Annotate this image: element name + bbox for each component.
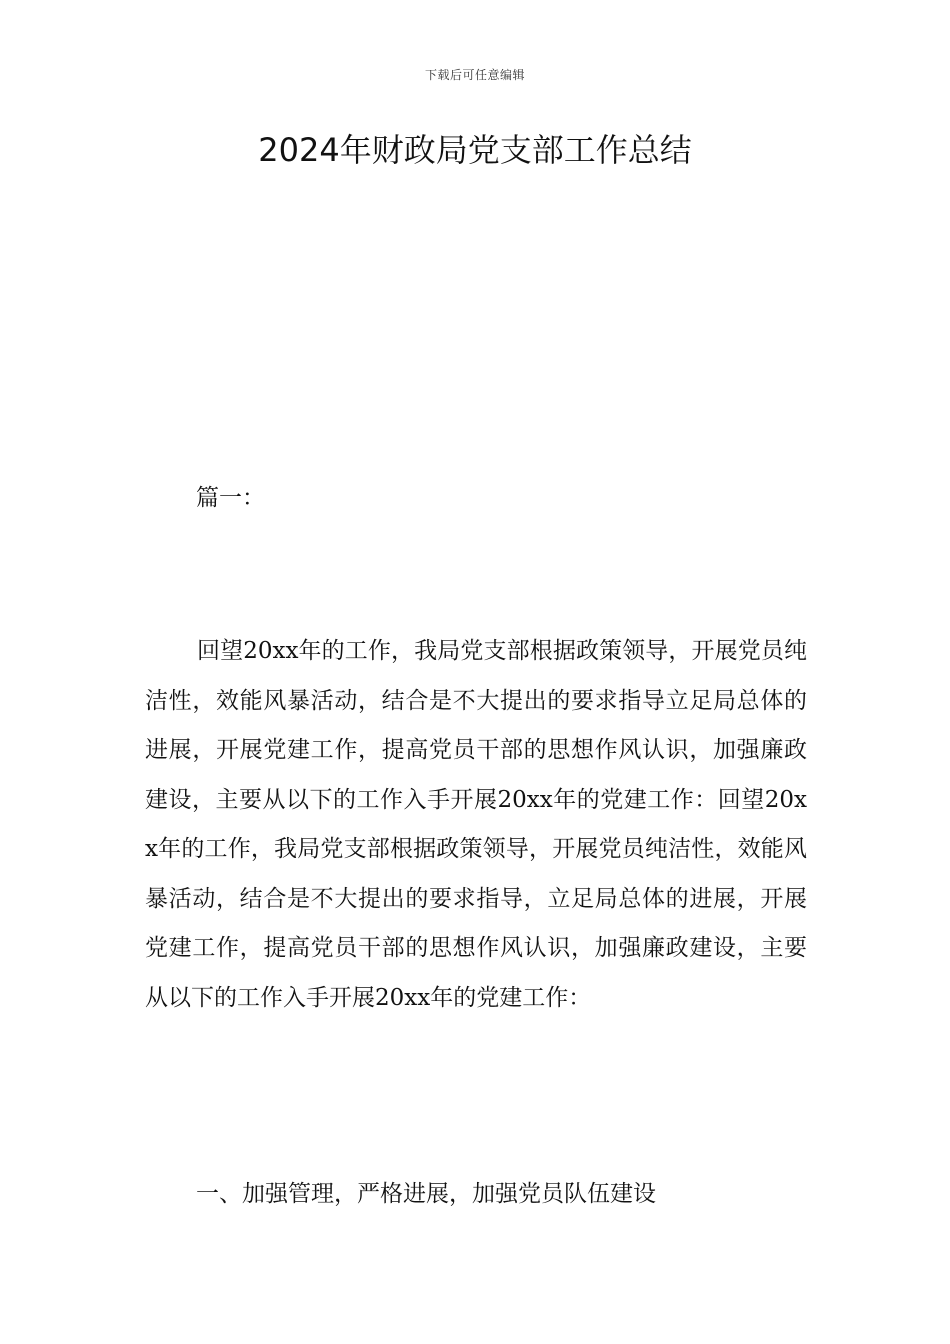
- section-subheading: 一、加强管理，严格进展，加强党员队伍建设: [196, 1181, 656, 1207]
- section-label: 篇一：: [196, 485, 265, 511]
- header-note: 下载后可任意编辑: [424, 68, 525, 82]
- body-paragraph: 回望20xx年的工作，我局党支部根据政策领导，开展党员纯洁性，效能风暴活动，结合是不大提出的要求指导立足局总体的进展，开展党建工作，提高党员干部的思想作风认识，加强廉政建设，主要从以下的工作入手开展20xx年的党建工作：回望20xx年的工作，我局党支部根据政策领导，开展党员纯洁性，效能风暴活动，结合是不大提出的要求指导，立足局总体的进展，开展党建工作，提高党员干部的思想作风认识，加强廉政建设，主要从以下的工作入手开展20xx年的党建工作：: [145, 638, 807, 1011]
- document-title: 2024年财政局党支部工作总结: [258, 131, 692, 169]
